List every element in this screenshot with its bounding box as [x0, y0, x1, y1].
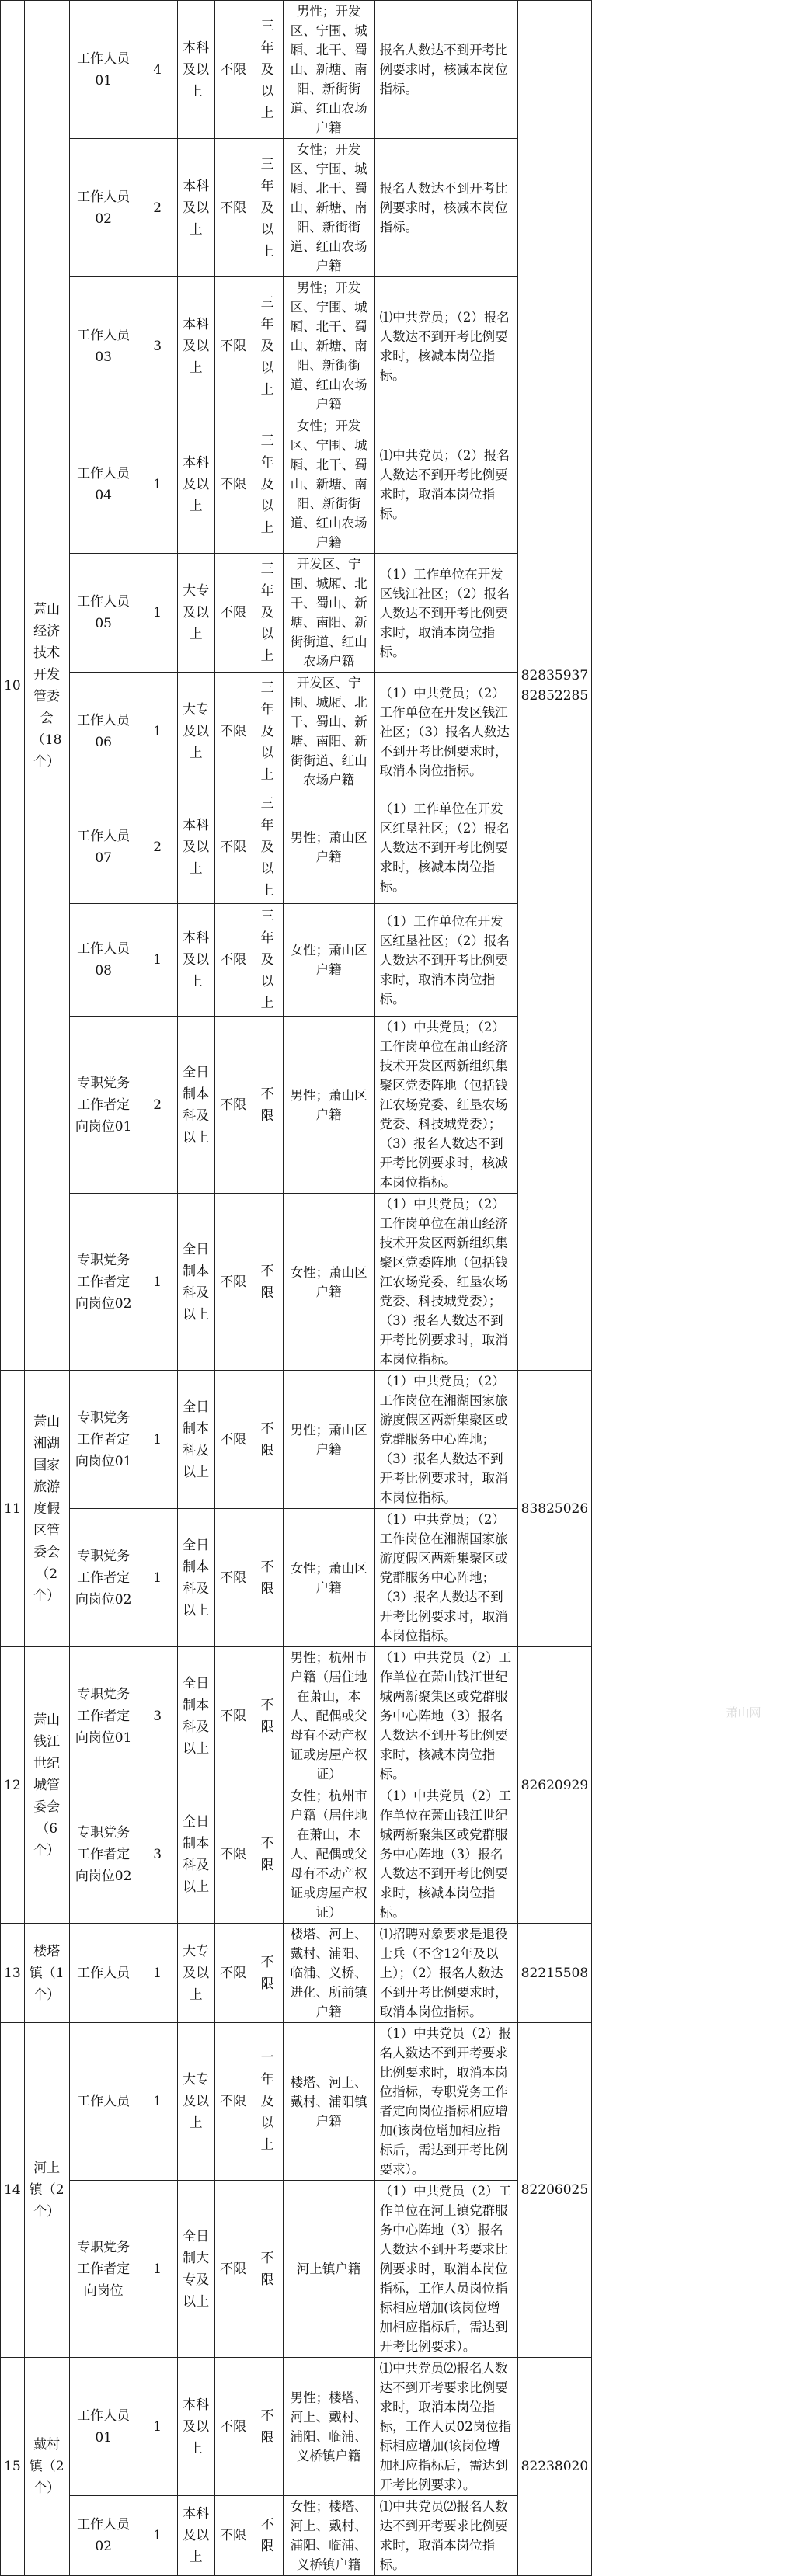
table-row [1, 554, 592, 673]
contact-phone-cell: 82206025 [517, 2023, 592, 2358]
requirements-cell: （1）中共党员；（2）工作岗单位在萧山经济技术开发区两新组织集聚区党委阵地（包括钱江农场党委、红垦农场党委、科技城党委）；（3）报名人数达不到开考比例要求时，核减本岗位指标。 [374, 1017, 517, 1194]
requirements-cell: ⑴中共党员；（2）报名人数达不到开考比例要求时，取消本岗位指标。 [374, 415, 517, 554]
requirements-cell: （1）中共党员（2）工作单位在萧山钱江世纪城两新聚集区或党群服务中心阵地（3）报名人数达不到开考比例要求时，核减本岗位指标。 [374, 1647, 517, 1785]
major-cell: 不限 [214, 554, 252, 673]
post-name-cell: 工作人员04 [69, 415, 138, 554]
domicile-cell: 男性；萧山区户籍 [283, 1371, 374, 1509]
domicile-cell: 男性；开发区、宁围、城厢、北干、蜀山、新塘、南阳、新街街道、红山农场户籍 [283, 1, 374, 139]
education-cell: 本科及以上 [177, 904, 214, 1017]
major-cell: 不限 [214, 1509, 252, 1647]
domicile-cell: 女性；萧山区户籍 [283, 904, 374, 1017]
contact-phone-cell: 82620929 [517, 1647, 592, 1924]
education-cell: 全日制本科及以上 [177, 1509, 214, 1647]
post-name-cell: 专职党务工作者定向岗位01 [69, 1371, 138, 1509]
education-cell: 全日制大专及以上 [177, 2181, 214, 2358]
experience-cell: 不限 [252, 2358, 283, 2496]
experience-cell: 一年及以上 [252, 2023, 283, 2181]
domicile-cell: 开发区、宁围、城厢、北干、蜀山、新塘、南阳、新街街道、红山农场户籍 [283, 554, 374, 673]
education-cell: 本科及以上 [177, 791, 214, 904]
major-cell: 不限 [214, 2023, 252, 2181]
requirements-cell: ⑴中共党员；（2）报名人数达不到开考比例要求时，核减本岗位指标。 [374, 277, 517, 415]
education-cell: 本科及以上 [177, 2496, 214, 2576]
experience-cell: 不限 [252, 1924, 283, 2023]
education-cell: 大专及以上 [177, 554, 214, 673]
domicile-cell: 男性；萧山区户籍 [283, 791, 374, 904]
education-cell: 全日制本科及以上 [177, 1017, 214, 1194]
experience-cell: 不限 [252, 1647, 283, 1785]
education-cell: 本科及以上 [177, 415, 214, 554]
domicile-cell: 女性；开发区、宁围、城厢、北干、蜀山、新塘、南阳、新街街道、红山农场户籍 [283, 415, 374, 554]
education-cell: 本科及以上 [177, 277, 214, 415]
table-row [1, 2023, 592, 2181]
domicile-cell: 女性；萧山区户籍 [283, 1194, 374, 1371]
headcount-cell: 1 [138, 2023, 177, 2181]
requirements-cell: （1）中共党员（2）报名人数达不到开考要求比例要求时，取消本岗位指标，专职党务工作者定向岗位指标相应增加(该岗位增加相应指标后，需达到开考比例要求）。 [374, 2023, 517, 2181]
post-name-cell: 工作人员 [69, 2023, 138, 2181]
major-cell: 不限 [214, 1017, 252, 1194]
post-name-cell: 工作人员06 [69, 673, 138, 791]
table-row [1, 791, 592, 904]
education-cell: 全日制本科及以上 [177, 1371, 214, 1509]
headcount-cell: 1 [138, 2358, 177, 2496]
table-row [1, 673, 592, 791]
requirements-cell: （1）中共党员；（2）工作岗单位在萧山经济技术开发区两新组织集聚区党委阵地（包括钱江农场党委、红垦农场党委、科技城党委）；（3）报名人数达不到开考比例要求时，取消本岗位指标。 [374, 1194, 517, 1371]
watermark-logo: 萧山网 [726, 1705, 761, 1719]
table-row [1, 1509, 592, 1647]
major-cell: 不限 [214, 1, 252, 139]
post-name-cell: 专职党务工作者定向岗位02 [69, 1194, 138, 1371]
education-cell: 大专及以上 [177, 2023, 214, 2181]
experience-cell: 不限 [252, 1194, 283, 1371]
requirements-cell: （1）中共党员；（2）工作单位在开发区钱江社区；（3）报名人数达不到开考比例要求时，取消本岗位指标。 [374, 673, 517, 791]
major-cell: 不限 [214, 139, 252, 277]
domicile-cell: 开发区、宁围、城厢、北干、蜀山、新塘、南阳、新街街道、红山农场户籍 [283, 673, 374, 791]
experience-cell: 三年及以上 [252, 554, 283, 673]
major-cell: 不限 [214, 673, 252, 791]
row-number-cell: 11 [1, 1371, 25, 1647]
education-cell: 本科及以上 [177, 1, 214, 139]
headcount-cell: 2 [138, 791, 177, 904]
post-name-cell: 专职党务工作者定向岗位02 [69, 1509, 138, 1647]
domicile-cell: 男性；萧山区户籍 [283, 1017, 374, 1194]
table-row [1, 2358, 592, 2496]
requirements-cell: （1）工作单位在开发区红垦社区；（2）报名人数达不到开考比例要求时，核减本岗位指标。 [374, 791, 517, 904]
requirements-cell: （1）工作单位在开发区红垦社区；（2）报名人数达不到开考比例要求时，取消本岗位指标。 [374, 904, 517, 1017]
post-name-cell: 工作人员02 [69, 2496, 138, 2576]
table-row [1, 2496, 592, 2576]
post-name-cell: 工作人员03 [69, 277, 138, 415]
domicile-cell: 女性；开发区、宁围、城厢、北干、蜀山、新塘、南阳、新街街道、红山农场户籍 [283, 139, 374, 277]
major-cell: 不限 [214, 2181, 252, 2358]
requirements-cell: （1）中共党员（2）工作单位在萧山钱江世纪城两新聚集区或党群服务中心阵地（3）报名人数达不到开考比例要求时，核减本岗位指标。 [374, 1785, 517, 1924]
major-cell: 不限 [214, 1785, 252, 1924]
education-cell: 本科及以上 [177, 139, 214, 277]
post-name-cell: 专职党务工作者定向岗位01 [69, 1017, 138, 1194]
major-cell: 不限 [214, 1647, 252, 1785]
headcount-cell: 3 [138, 277, 177, 415]
post-name-cell: 工作人员08 [69, 904, 138, 1017]
experience-cell: 三年及以上 [252, 791, 283, 904]
unit-name-cell: 楼塔镇（1个） [24, 1924, 69, 2023]
major-cell: 不限 [214, 904, 252, 1017]
post-name-cell: 工作人员01 [69, 1, 138, 139]
row-number-cell: 13 [1, 1924, 25, 2023]
headcount-cell: 1 [138, 1509, 177, 1647]
table-row [1, 1017, 592, 1194]
education-cell: 本科及以上 [177, 2358, 214, 2496]
experience-cell: 三年及以上 [252, 415, 283, 554]
headcount-cell: 1 [138, 2181, 177, 2358]
unit-name-cell: 萧山经济技术开发管委会（18个） [24, 1, 69, 1371]
domicile-cell: 楼塔、河上、戴村、浦阳镇户籍 [283, 2023, 374, 2181]
requirements-cell: 报名人数达不到开考比例要求时，核减本岗位指标。 [374, 139, 517, 277]
table-row [1, 415, 592, 554]
post-name-cell: 专职党务工作者定向岗位02 [69, 1785, 138, 1924]
education-cell: 全日制本科及以上 [177, 1647, 214, 1785]
unit-name-cell: 萧山湘湖国家旅游度假区管委会（2个） [24, 1371, 69, 1647]
post-name-cell: 专职党务工作者定向岗位 [69, 2181, 138, 2358]
row-number-cell: 14 [1, 2023, 25, 2358]
table-body [1, 1, 592, 2576]
post-name-cell: 工作人员05 [69, 554, 138, 673]
experience-cell: 不限 [252, 1017, 283, 1194]
education-cell: 全日制本科及以上 [177, 1785, 214, 1924]
requirements-cell: （1）工作单位在开发区钱江社区；（2）报名人数达不到开考比例要求时，取消本岗位指标。 [374, 554, 517, 673]
table-row [1, 1, 592, 139]
table-row [1, 2181, 592, 2358]
requirements-cell: （1）中共党员；（2）工作岗位在湘湖国家旅游度假区两新集聚区或党群服务中心阵地；（3）报名人数达不到开考比例要求时，取消本岗位指标。 [374, 1509, 517, 1647]
domicile-cell: 河上镇户籍 [283, 2181, 374, 2358]
requirements-cell: ⑴中共党员⑵报名人数达不到开考要求比例要求时，取消本岗位指标。 [374, 2496, 517, 2576]
headcount-cell: 1 [138, 2496, 177, 2576]
headcount-cell: 1 [138, 904, 177, 1017]
education-cell: 大专及以上 [177, 1924, 214, 2023]
requirements-cell: 报名人数达不到开考比例要求时，核减本岗位指标。 [374, 1, 517, 139]
experience-cell: 不限 [252, 1371, 283, 1509]
experience-cell: 不限 [252, 2181, 283, 2358]
post-name-cell: 工作人员02 [69, 139, 138, 277]
contact-phone-cell: 82238020 [517, 2358, 592, 2576]
headcount-cell: 2 [138, 1017, 177, 1194]
unit-name-cell: 戴村镇（2个） [24, 2358, 69, 2576]
headcount-cell: 3 [138, 1785, 177, 1924]
contact-phone-cell: 82835937 82852285 [517, 1, 592, 1371]
post-name-cell: 工作人员 [69, 1924, 138, 2023]
post-name-cell: 专职党务工作者定向岗位01 [69, 1647, 138, 1785]
experience-cell: 不限 [252, 2496, 283, 2576]
headcount-cell: 1 [138, 554, 177, 673]
experience-cell: 三年及以上 [252, 277, 283, 415]
table-row [1, 139, 592, 277]
headcount-cell: 4 [138, 1, 177, 139]
table-row [1, 1924, 592, 2023]
major-cell: 不限 [214, 2358, 252, 2496]
experience-cell: 三年及以上 [252, 1, 283, 139]
experience-cell: 三年及以上 [252, 673, 283, 791]
domicile-cell: 男性；楼塔、河上、戴村、浦阳、临浦、义桥镇户籍 [283, 2358, 374, 2496]
headcount-cell: 1 [138, 415, 177, 554]
headcount-cell: 3 [138, 1647, 177, 1785]
experience-cell: 不限 [252, 1785, 283, 1924]
table-row [1, 1785, 592, 1924]
major-cell: 不限 [214, 277, 252, 415]
domicile-cell: 男性；杭州市户籍（居住地在萧山，本人、配偶或父母有不动产权证或房屋产权证） [283, 1647, 374, 1785]
table-row [1, 904, 592, 1017]
requirements-cell: ⑴招聘对象要求是退役士兵（不含12年及以上）；（2）报名人数达不到开考比例要求时，取消本岗位指标。 [374, 1924, 517, 2023]
experience-cell: 三年及以上 [252, 904, 283, 1017]
headcount-cell: 1 [138, 1194, 177, 1371]
table-row [1, 1647, 592, 1785]
post-name-cell: 工作人员01 [69, 2358, 138, 2496]
domicile-cell: 楼塔、河上、戴村、浦阳、临浦、义桥、进化、所前镇户籍 [283, 1924, 374, 2023]
education-cell: 全日制本科及以上 [177, 1194, 214, 1371]
major-cell: 不限 [214, 1194, 252, 1371]
headcount-cell: 1 [138, 1371, 177, 1509]
post-name-cell: 工作人员07 [69, 791, 138, 904]
domicile-cell: 女性；楼塔、河上、戴村、浦阳、临浦、义桥镇户籍 [283, 2496, 374, 2576]
education-cell: 大专及以上 [177, 673, 214, 791]
row-number-cell: 12 [1, 1647, 25, 1924]
major-cell: 不限 [214, 791, 252, 904]
table-row [1, 1194, 592, 1371]
domicile-cell: 女性；杭州市户籍（居住地在萧山，本人、配偶或父母有不动产权证或房屋产权证） [283, 1785, 374, 1924]
major-cell: 不限 [214, 2496, 252, 2576]
major-cell: 不限 [214, 1924, 252, 2023]
headcount-cell: 1 [138, 1924, 177, 2023]
requirements-cell: （1）中共党员（2）工作单位在河上镇党群服务中心阵地（3）报名人数达不到开考要求比例要求时，取消本岗位指标，工作人员岗位指标相应增加(该岗位增加相应指标后，需达到开考比例要求）。 [374, 2181, 517, 2358]
domicile-cell: 女性；萧山区户籍 [283, 1509, 374, 1647]
row-number-cell: 15 [1, 2358, 25, 2576]
headcount-cell: 2 [138, 139, 177, 277]
unit-name-cell: 河上镇（2个） [24, 2023, 69, 2358]
row-number-cell: 10 [1, 1, 25, 1371]
experience-cell: 三年及以上 [252, 139, 283, 277]
major-cell: 不限 [214, 415, 252, 554]
contact-phone-cell: 83825026 [517, 1371, 592, 1647]
table-row [1, 277, 592, 415]
table-row [1, 1371, 592, 1509]
major-cell: 不限 [214, 1371, 252, 1509]
unit-name-cell: 萧山钱江世纪城管委会（6个） [24, 1647, 69, 1924]
requirements-cell: ⑴中共党员⑵报名人数达不到开考要求比例要求时，取消本岗位指标，工作人员02岗位指标相应增加(该岗位增加相应指标后，需达到开考比例要求）。 [374, 2358, 517, 2496]
experience-cell: 不限 [252, 1509, 283, 1647]
domicile-cell: 男性；开发区、宁围、城厢、北干、蜀山、新塘、南阳、新街街道、红山农场户籍 [283, 277, 374, 415]
requirements-cell: （1）中共党员；（2）工作岗位在湘湖国家旅游度假区两新集聚区或党群服务中心阵地；（3）报名人数达不到开考比例要求时，取消本岗位指标。 [374, 1371, 517, 1509]
contact-phone-cell: 82215508 [517, 1924, 592, 2023]
headcount-cell: 1 [138, 673, 177, 791]
